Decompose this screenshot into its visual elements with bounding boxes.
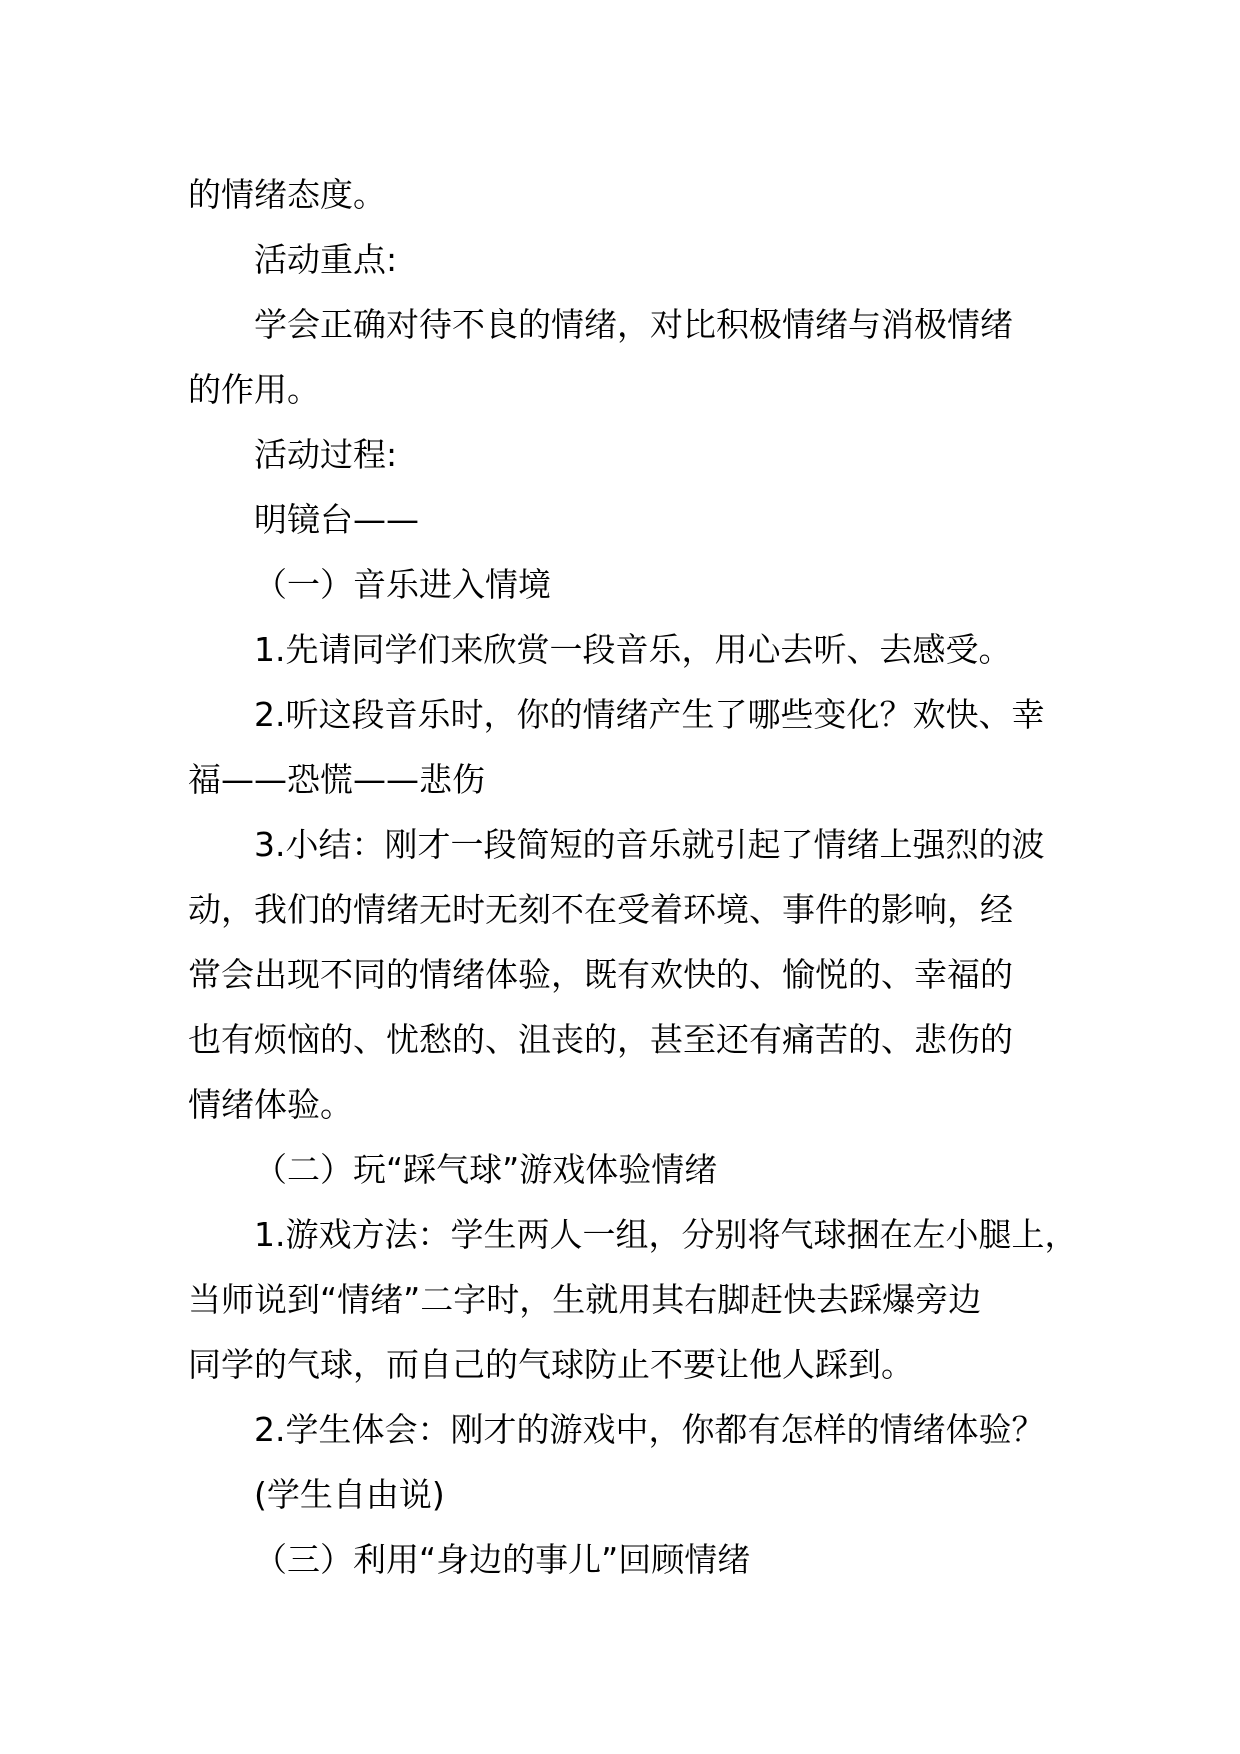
text-line: 1.先请同学们来欣赏一段音乐，用心去听、去感受。 [254,630,1012,669]
text-line: 2.听这段音乐时，你的情绪产生了哪些变化？欢快、幸 [254,695,1045,734]
text-line: 的情绪态度。 [188,175,386,214]
text-line: 1.游戏方法：学生两人一组，分别将气球捆在左小腿上， [254,1215,1078,1254]
section-heading-focus: 活动重点: [254,240,398,279]
text-line: 的作用。 [188,370,320,409]
subsection-heading-1: （一）音乐进入情境 [254,565,551,604]
text-line: 情绪体验。 [188,1085,353,1124]
subsection-heading-2: （二）玩“踩气球”游戏体验情绪 [254,1150,718,1189]
text-line: 也有烦恼的、忧愁的、沮丧的，甚至还有痛苦的、悲伤的 [188,1020,1013,1059]
text-line: 3.小结：刚才一段简短的音乐就引起了情绪上强烈的波 [254,825,1045,864]
text-line: 福——恐慌——悲伤 [188,760,485,799]
text-line: 动，我们的情绪无时无刻不在受着环境、事件的影响，经 [188,890,1013,929]
text-line: 常会出现不同的情绪体验，既有欢快的、愉悦的、幸福的 [188,955,1013,994]
text-line: 2.学生体会：刚才的游戏中，你都有怎样的情绪体验？ [254,1410,1045,1449]
text-line: 当师说到“情绪”二字时，生就用其右脚赶快去踩爆旁边 [188,1280,982,1319]
text-line: 明镜台—— [254,500,419,539]
text-line: (学生自由说) [254,1475,445,1514]
text-line: 学会正确对待不良的情绪，对比积极情绪与消极情绪 [254,305,1013,344]
subsection-heading-3: （三）利用“身边的事儿”回顾情绪 [254,1540,751,1579]
document-body [188,162,1088,1592]
text-line: 同学的气球，而自己的气球防止不要让他人踩到。 [188,1345,914,1384]
section-heading-process: 活动过程: [254,435,398,474]
